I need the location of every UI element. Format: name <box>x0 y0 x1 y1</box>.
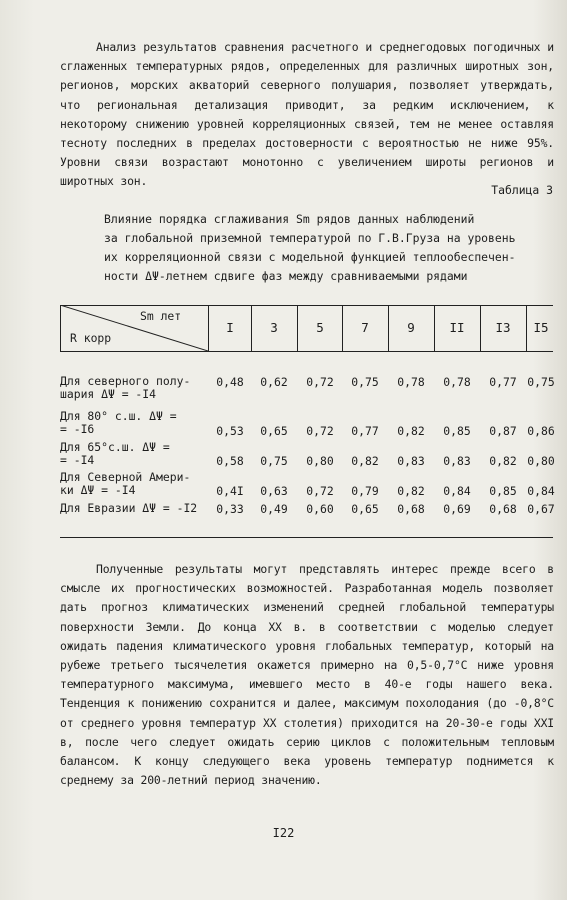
table-vline <box>388 305 389 351</box>
table-cell: 0,82 <box>351 454 379 468</box>
table-row-label: Для 65°с.ш. ΔΨ = = -I4 <box>60 440 170 467</box>
table-row-label: Для Евразии ΔΨ = -I2 <box>60 501 198 515</box>
table-vline <box>208 305 209 351</box>
table-cell: 0,78 <box>397 375 425 389</box>
table-cell: 0,78 <box>443 375 471 389</box>
table-row-label: Для Северной Амери- ки ΔΨ = -I4 <box>60 470 191 497</box>
table-cell: 0,72 <box>306 375 334 389</box>
column-header: 3 <box>270 320 278 335</box>
table-header-rule <box>60 351 553 352</box>
table-cell: 0,84 <box>527 484 555 498</box>
caption-line: Влияние порядка сглаживания Sm рядов данных наблюдений <box>104 212 475 226</box>
header-corner-top: Sm лет <box>140 309 182 323</box>
table-label: Таблица 3 <box>491 183 553 197</box>
table-cell: 0,33 <box>216 502 244 516</box>
table-vline <box>60 305 61 351</box>
table-cell: 0,60 <box>306 502 334 516</box>
table-cell: 0,62 <box>260 375 288 389</box>
table-cell: 0,65 <box>351 502 379 516</box>
column-header: I <box>226 320 234 335</box>
table-row-label: Для 80° с.ш. ΔΨ = = -I6 <box>60 409 177 436</box>
table-cell: 0,48 <box>216 375 244 389</box>
table-bottom-rule <box>60 537 553 538</box>
column-header: 7 <box>361 320 369 335</box>
table-cell: 0,49 <box>260 502 288 516</box>
header-corner-bottom: R корр <box>70 331 112 345</box>
table-cell: 0,75 <box>351 375 379 389</box>
table-vline <box>480 305 481 351</box>
paragraph-analysis: Анализ результатов сравнения расчетного и среднегодовых погодичных и сглаженных температурных рядов, определенных для различных широтных зон, регионов, морских акваторий северного полушария, позволяет утверждать, что региональная детализация приводит, за редким исключением, к некоторому снижению уровней корреляционных связей, тем не менее оставляя тесноту последних в пределах достоверности с вероятностью не ниже 95%. Уровни связи возрастают монотонно с увеличением широты регионов и широтных зон. <box>60 40 561 189</box>
table-cell: 0,53 <box>216 424 244 438</box>
table-cell: 0,87 <box>489 424 517 438</box>
caption-line: за глобальной приземной температурой по Г.В.Груза на уровень <box>104 231 516 245</box>
table-cell: 0,75 <box>527 375 555 389</box>
table-vline <box>251 305 252 351</box>
table-cell: 0,72 <box>306 424 334 438</box>
table-cell: 0,63 <box>260 484 288 498</box>
table-vline <box>342 305 343 351</box>
table-vline <box>434 305 435 351</box>
column-header: 9 <box>407 320 415 335</box>
table-cell: 0,80 <box>527 454 555 468</box>
table-cell: 0,68 <box>397 502 425 516</box>
table-cell: 0,82 <box>489 454 517 468</box>
caption-line: ности ΔΨ-летнем сдвиге фаз между сравниваемыми рядами <box>104 269 468 283</box>
caption-line: их корреляционной связи с модельной функцией теплообеспечен- <box>104 250 516 264</box>
table-cell: 0,4I <box>216 484 244 498</box>
table-cell: 0,83 <box>443 454 471 468</box>
table-cell: 0,77 <box>489 375 517 389</box>
table-cell: 0,77 <box>351 424 379 438</box>
paragraph-forecast: Полученные результаты могут представлять интерес прежде всего в смысле их прогностических возможностей. Разработанная модель позволяет дать прогноз климатических изменений средней глобальной температуры поверхности Земли. До конца XX в. в соответствии с моделью следует ожидать падения климатического уровня глобальных температур, который на рубеже третьего тысячелетия окажется примерно на 0,5-0,7°С ниже уровня температурного максимума, имевшего место в 40-е годы нашего века. Тенденция к понижению сохранится и далее, максимум похолодания (до -0,8°С от среднего уровня температур XX столетия) приходится на 20-30-е годы XXI в, после чего следует ожидать серию циклов с положительным тепловым балансом. К концу следующего века уровень температур поднимется к среднему за 200-летний период значению. <box>60 562 561 788</box>
table-cell: 0,68 <box>489 502 517 516</box>
table-cell: 0,72 <box>306 484 334 498</box>
table-cell: 0,75 <box>260 454 288 468</box>
table-cell: 0,80 <box>306 454 334 468</box>
table-cell: 0,58 <box>216 454 244 468</box>
column-header: I3 <box>495 320 511 335</box>
table-cell: 0,84 <box>443 484 471 498</box>
table-cell: 0,82 <box>397 484 425 498</box>
table-vline <box>297 305 298 351</box>
table-row-label: Для северного полу- шария ΔΨ = -I4 <box>60 374 191 401</box>
page-number: I22 <box>272 826 295 840</box>
column-header: II <box>449 320 465 335</box>
table-cell: 0,85 <box>443 424 471 438</box>
column-header: 5 <box>316 320 324 335</box>
table-cell: 0,65 <box>260 424 288 438</box>
table-cell: 0,82 <box>397 424 425 438</box>
table-cell: 0,85 <box>489 484 517 498</box>
table-cell: 0,69 <box>443 502 471 516</box>
column-header: I5 <box>533 320 549 335</box>
table-cell: 0,67 <box>527 502 555 516</box>
table-cell: 0,83 <box>397 454 425 468</box>
table-caption <box>104 210 524 286</box>
table-cell: 0,79 <box>351 484 379 498</box>
table-cell: 0,86 <box>527 424 555 438</box>
